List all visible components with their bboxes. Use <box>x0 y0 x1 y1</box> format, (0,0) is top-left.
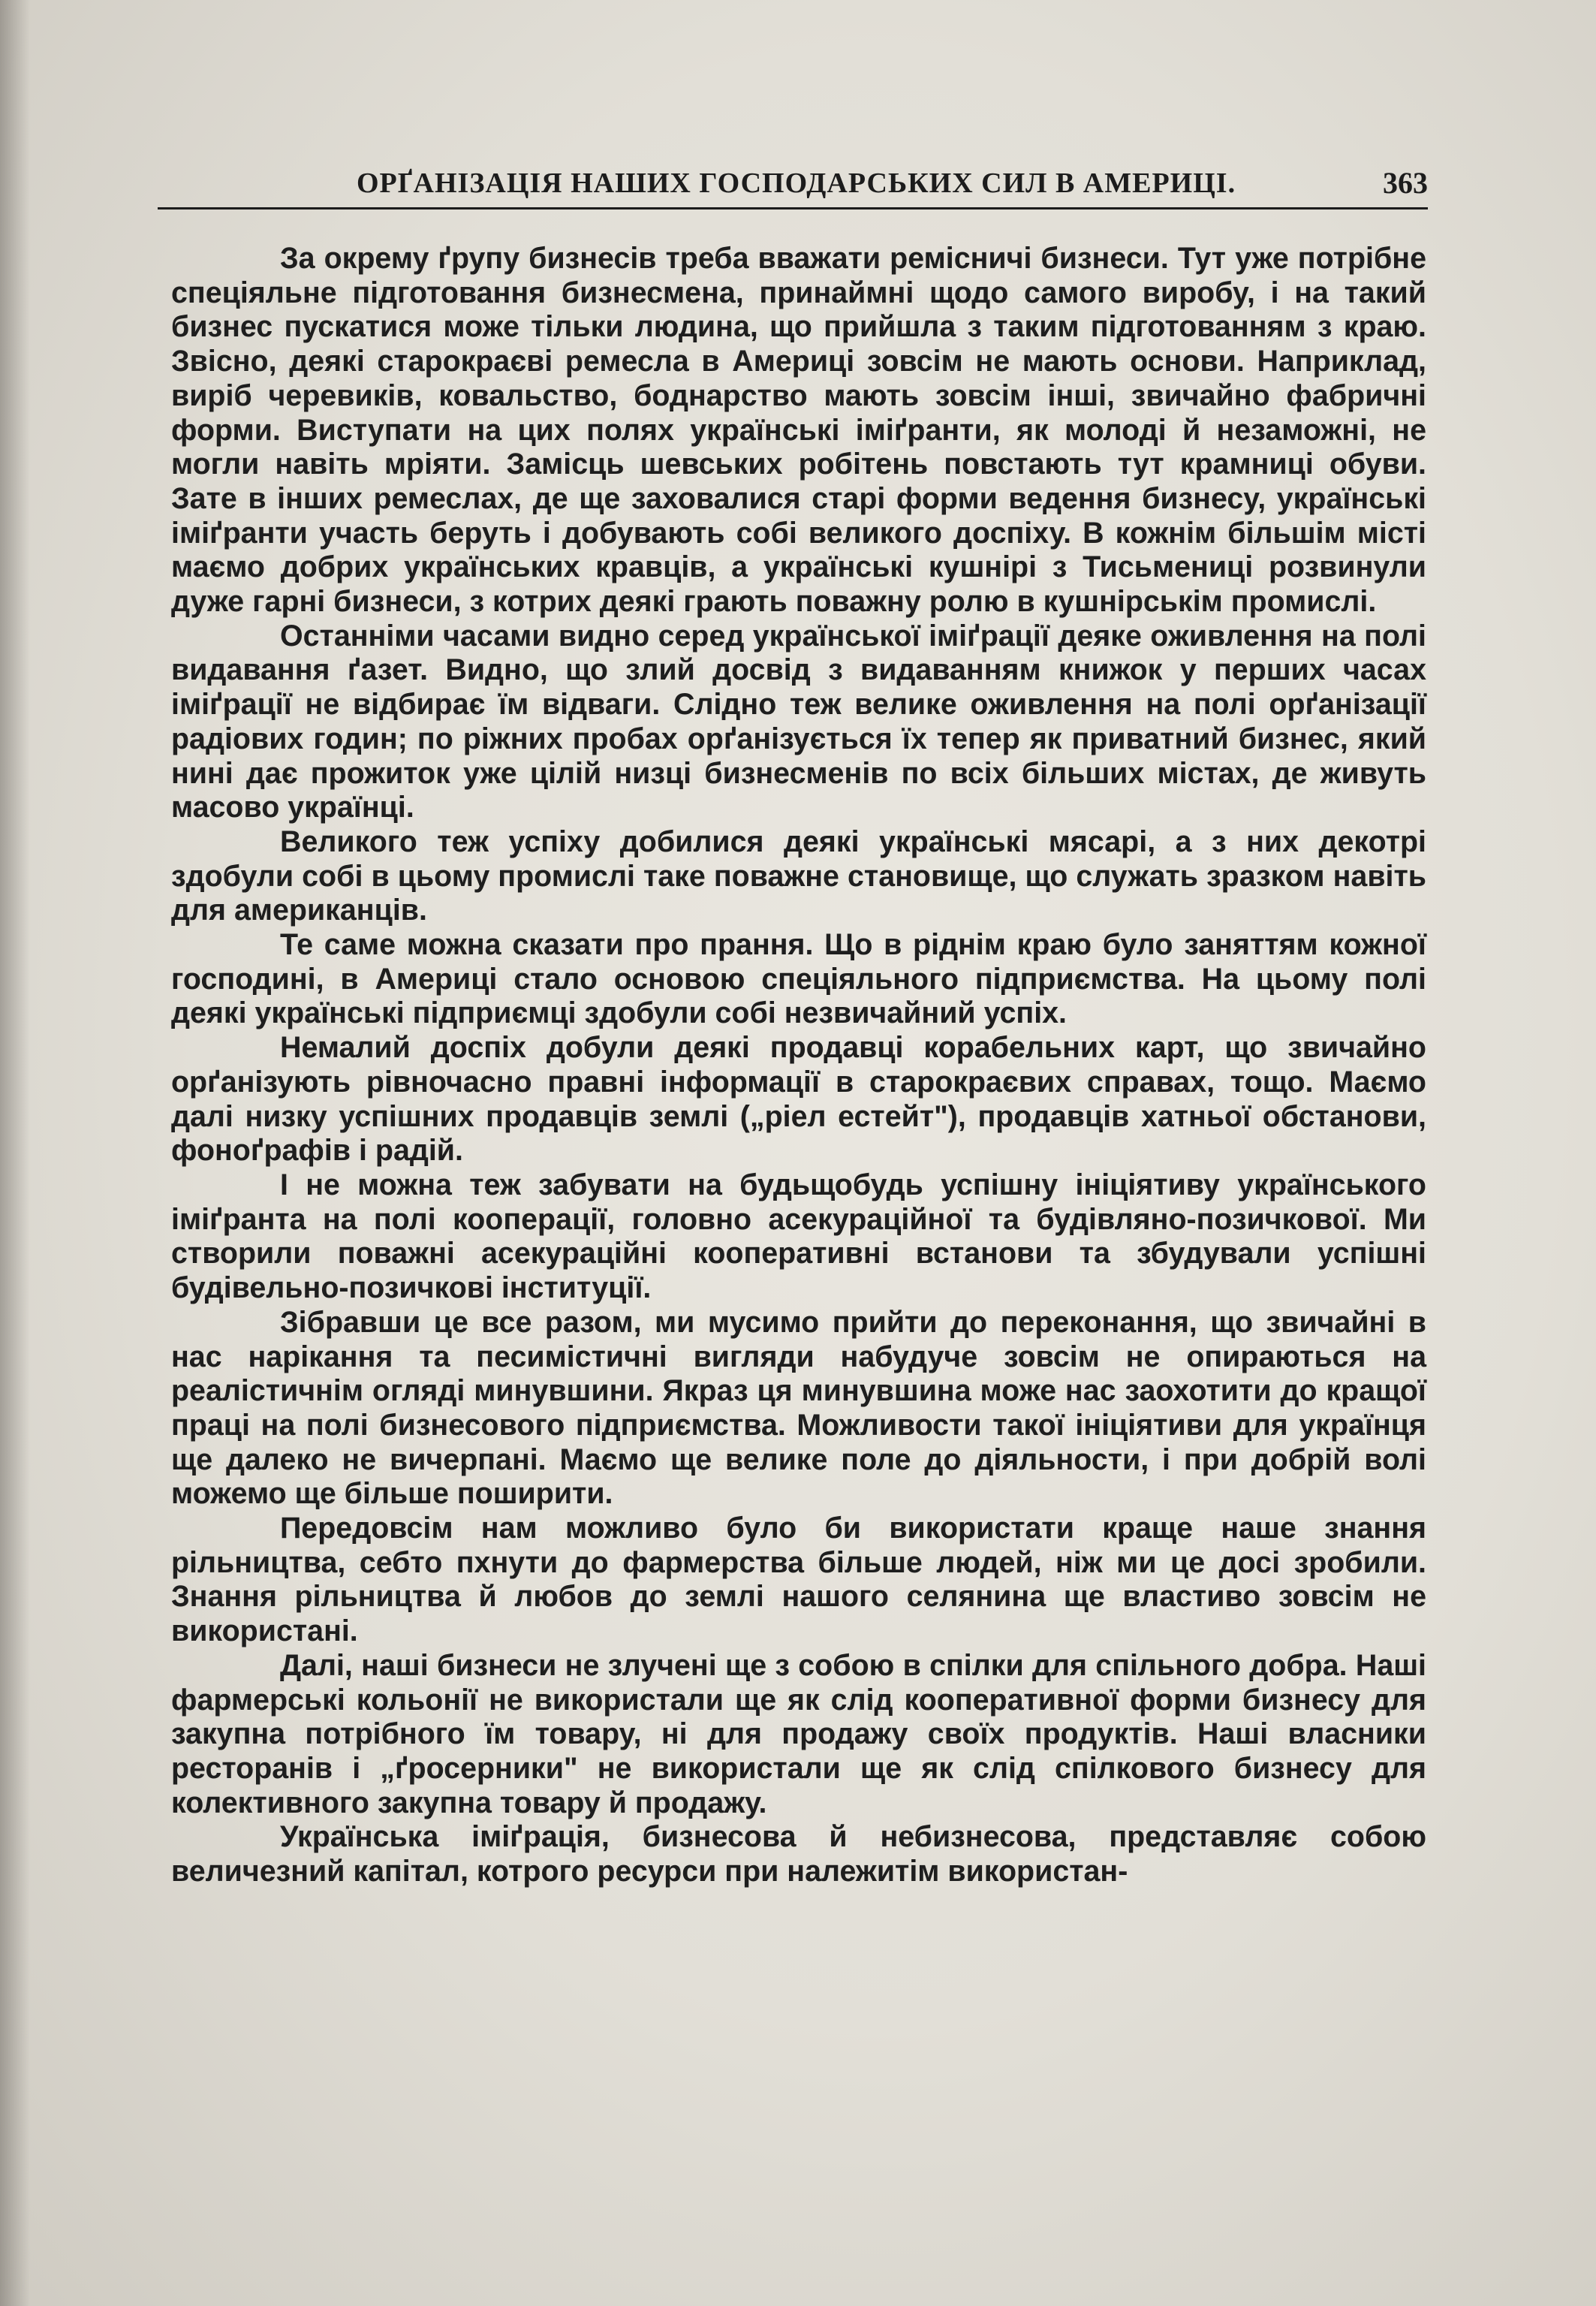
running-head: ОРҐАНІЗАЦІЯ НАШИХ ГОСПОДАРСЬКИХ СИЛ В АМЕРИЦІ. <box>357 167 1236 199</box>
paragraph: Немалий доспіх добули деякі продавці корабельних карт, що звичайно орґанізують рівночасно правні інформації в старокраєвих справах, тощо. Маємо далі низку успішних продавців землі („ріел естейт"), продавців хатньої обстанови, фоноґрафів і радій. <box>171 1031 1426 1168</box>
page-header <box>158 155 1428 209</box>
paragraph: Великого теж успіху добилися деякі українські мясарі, а з них декотрі здобули собі в цьому промислі таке поважне становище, що служать зразком навіть для американців. <box>171 824 1426 927</box>
body-text <box>171 242 1426 1889</box>
paragraph: Зібравши це все разом, ми мусимо прийти до переконання, що звичайні в нас нарікання та песимістичні вигляди набудуче зовсім не опираються на реалістичнім огляді минувшини. Якраз ця минувшина може нас заохотити до кращої праці на полі бизнесового підприємства. Можливости такої ініціятиви для українця ще далеко не вичерпані. Маємо ще велике поле до діяльности, і при добрій волі можемо ще більше поширити. <box>171 1305 1426 1511</box>
paragraph: Передовсім нам можливо було би використати краще наше знання рільництва, себто пхнути до фармерства більше людей, ніж ми це досі зробили. Знання рільництва й любов до землі нашого селянина ще властиво зовсім не використані. <box>171 1512 1426 1648</box>
paragraph: За окрему ґрупу бизнесів треба вважати ремісничі бизнеси. Тут уже потрібне спеціяльне підготовання бизнесмена, принаймні щодо самого виробу, і на такий бизнес пускатися може тільки людина, що прийшла з таким підготованням з краю. Звісно, деякі старокраєві ремесла в Америці зовсім не мають основи. Наприклад, виріб черевиків, ковальство, боднарство мають зовсім інші, звичайно фабричні форми. Виступати на цих полях українські іміґранти, як молоді й незаможні, не могли навіть мріяти. Замісць шевських робітень повстають тут крамниці обуви. Зате в інших ремеслах, де ще заховалися старі форми ведення бизнесу, українські іміґранти участь беруть і добувають собі великого доспіху. В кожнім більшім місті маємо добрих українських кравців, а українські кушнірі з Тисьмениці розвинули дуже гарні бизнеси, з котрих деякі грають поважну ролю в кушнірськім промислі. <box>171 242 1426 619</box>
page-number: 363 <box>1383 166 1428 200</box>
paragraph: Те саме можна сказати про прання. Що в ріднім краю було заняттям кожної господині, в Америці стало основою спеціяльного підприємства. На цьому полі деякі українські підприємці здобули собі незвичайний успіх. <box>171 928 1426 1030</box>
paragraph: І не можна теж забувати на будьщобудь успішну ініціятиву українського іміґранта на полі кооперації, головно асекураційної та будівляно-позичкової. Ми створили поважні асекураційні кооперативні встанови та збудували успішні будівельно-позичкові інституції. <box>171 1168 1426 1305</box>
paragraph: Далі, наші бизнеси не злучені ще з собою в спілки для спільного добра. Наші фармерські кольонії не використали ще як слід кооперативної форми бизнесу для закупна потрібного їм товару, ні для продажу своїх продуктів. Наші власники ресторанів і „ґросерники" не використали ще як слід спілкового бизнесу для колективного закупна товару й продажу. <box>171 1648 1426 1819</box>
paragraph: Останніми часами видно серед української іміґрації деяке оживлення на полі видавання ґазет. Видно, що злий досвід з видаванням книжок у перших часах іміґрації не відбирає їм відваги. Слідно теж велике оживлення на полі орґанізації радіових годин; по ріжних пробах орґанізується їх тепер як приватний бизнес, який нині дає прожиток уже цілій низці бизнесменів по всіх більших містах, де живуть масово українці. <box>171 619 1426 824</box>
gutter-shadow <box>0 0 30 2306</box>
paragraph: Українська іміґрація, бизнесова й небизнесова, представляє собою величезний капітал, котрого ресурси при належитім використан- <box>171 1820 1426 1889</box>
